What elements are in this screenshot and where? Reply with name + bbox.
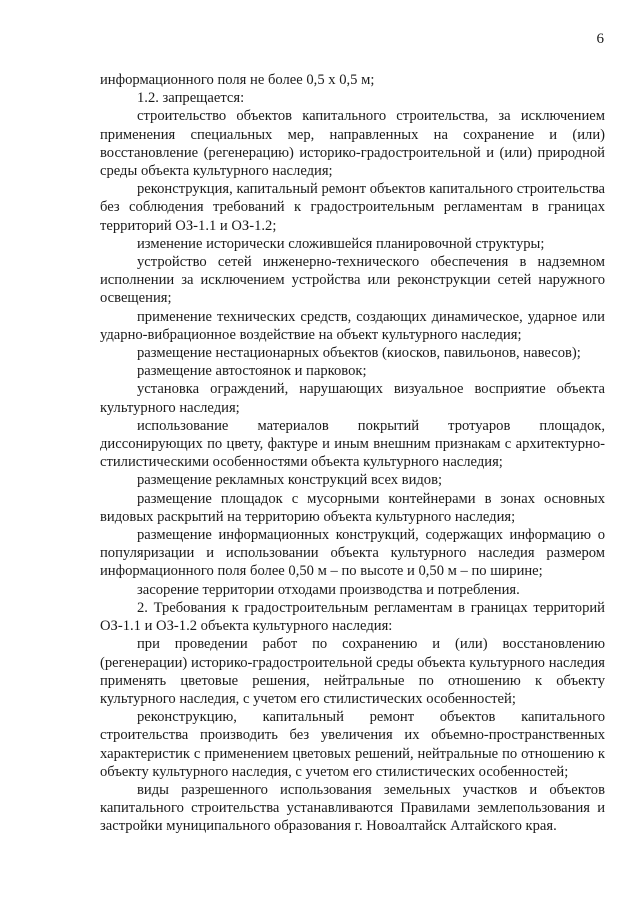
paragraph-prohibition-waste-sites: размещение площадок с мусорными контейнерами в зонах основных видовых раскрытий на территорию объекта культурного наследия; [100, 490, 605, 525]
paragraph-prohibition-technical-means: применение технических средств, создающих динамическое, ударное или ударно-вибрационное воздействие на объект культурного наследия; [100, 308, 605, 343]
paragraph-prohibition-parking: размещение автостоянок и парковок; [137, 363, 367, 380]
paragraph-prohibition-fences: установка ограждений, нарушающих визуальное восприятие объекта культурного наследия; [100, 381, 605, 416]
paragraph-continuation: информационного поля не более 0,5 х 0,5 м; [100, 72, 375, 88]
paragraph-prohibition-construction: строительство объектов капитального строительства, за исключением применения специальных мер, направленных на сохранение и (или) восстановление (регенерацию) историко-градостроительной и (или) природной среды объекта культурного наследия; [100, 108, 605, 180]
paragraph-prohibition-info-structures: размещение информационных конструкций, содержащих информацию о популяризации и использовании объекта культурного наследия размером информационного поля более 0,50 м – по высоте и 0,50 м – по ширине; [100, 527, 605, 580]
paragraph-prohibition-planning-structure: изменение исторически сложившейся планировочной структуры; [137, 235, 545, 252]
paragraph-prohibition-kiosks: размещение нестационарных объектов (киосков, павильонов, навесов); [137, 345, 581, 362]
paragraph-prohibition-materials: использование материалов покрытий тротуаров площадок, диссонирующих по цвету, фактуре и иным внешним признакам с архитектурно-стилистическими особенностями объекта культурного наследия; [100, 417, 605, 471]
page-number: 6 [596, 31, 604, 47]
paragraph-prohibition-reconstruction: реконструкция, капитальный ремонт объектов капитального строительства без соблюдения требований к градостроительным регламентам в границах территорий ОЗ-1.1 и ОЗ-1.2; [100, 181, 605, 234]
paragraph-prohibition-advertising: размещение рекламных конструкций всех видов; [137, 472, 443, 489]
paragraph-section-2: 2. Требования к градостроительным регламентам в границах территорий ОЗ-1.1 и ОЗ-1.2 объекта культурного наследия: [100, 599, 605, 635]
document-body [100, 71, 605, 836]
paragraph-section-1-2: 1.2. запрещается: [137, 90, 245, 107]
paragraph-requirement-colors: при проведении работ по сохранению и (или) восстановлению (регенерации) историко-градостроительной среды объекта культурного наследия применять цветовые решения, нейтральные по отношению к объекту культурного наследия, с учетом его стилистических особенностей; [100, 636, 605, 707]
paragraph-prohibition-networks: устройство сетей инженерно-технического обеспечения в надземном исполнении за исключением устройства или реконструкции сетей наружного освещения; [100, 254, 605, 307]
paragraph-requirement-reconstruction: реконструкцию, капитальный ремонт объектов капитального строительства производить без увеличения их объемно-пространственных характеристик с применением цветовых решений, нейтральные по отношению к объекту культурного наследия, с учетом его стилистических особенностей; [100, 709, 605, 780]
paragraph-prohibition-littering: засорение территории отходами производства и потребления. [137, 581, 520, 598]
paragraph-requirement-land-use: виды разрешенного использования земельных участков и объектов капитального строительства устанавливаются Правилами землепользования и застройки муниципального образования г. Новоалтайск Алтайского края. [100, 781, 605, 835]
